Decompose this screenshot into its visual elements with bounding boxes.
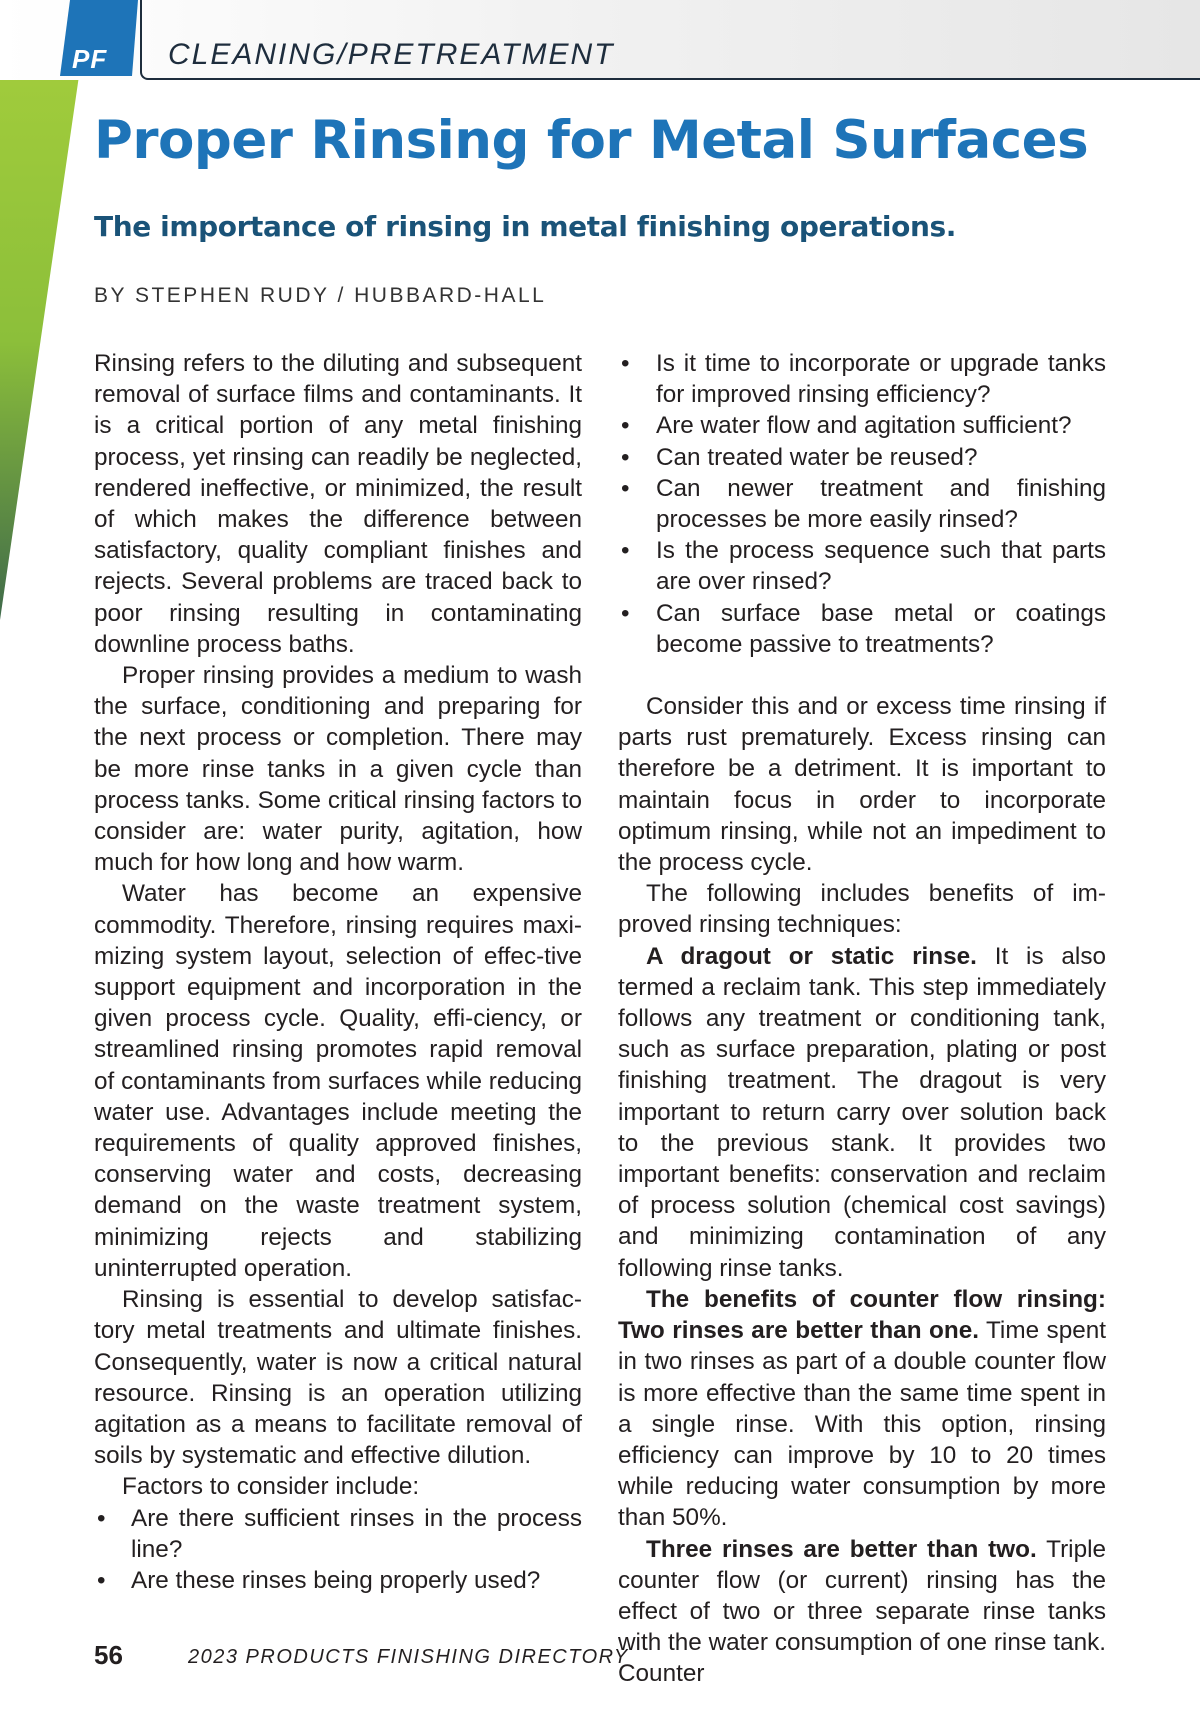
- bullet-icon: •: [97, 1566, 106, 1594]
- paragraph-text: Time spent in two rinses as part of a double counter flow is more effective than the same time spent in a single rinse. With this option, rinsing efficiency can improve by 10 to 20 times while reducing water consumption by more than 50%.: [618, 1317, 1106, 1532]
- page-number: 56: [94, 1640, 123, 1670]
- list-item-text: Can surface base metal or coatings become passive to treatments?: [656, 599, 1106, 658]
- bullet-icon: •: [621, 350, 630, 377]
- list-item-text: Is it time to incorporate or upgrade tanks for improved rinsing efficiency?: [656, 350, 1106, 409]
- list-item-text: Are these rinses being properly used?: [131, 1566, 541, 1594]
- list-item: [618, 473, 1106, 535]
- run-in-heading: The benefits of counter flow rinsing: Two rinses are better than one.: [618, 1285, 1106, 1345]
- side-accent-band: [0, 0, 90, 620]
- paragraph: Rinsing is essential to develop satisfac-tory metal treatments and ultimate finishes. Consequently, water is now a critical natural resource. Rinsing is an operation utilizing agitation as a means to facilitate removal of soils by systematic and effective dilution.: [94, 1286, 582, 1470]
- section-label: CLEANING/PRETREATMENT: [168, 38, 615, 71]
- run-in-heading: A dragout or static rinse.: [646, 942, 977, 970]
- list-item-text: Can treated water be reused?: [656, 443, 978, 471]
- paragraph: [618, 1534, 1106, 1690]
- paragraph-text: Triple counter flow (or current) rinsing has the effect of two or three separate rinse tanks with the water consumption of one rinse tank. Counter: [618, 1535, 1106, 1688]
- list-item-text: Are water flow and agitation sufficient?: [656, 412, 1072, 440]
- list-item: [94, 1565, 582, 1596]
- article-subtitle: The importance of rinsing in metal finishing operations.: [94, 210, 957, 243]
- list-item-text: Are there sufficient rinses in the process line?: [131, 1504, 582, 1563]
- paragraph: Proper rinsing provides a medium to wash the surface, conditioning and preparing for the next process or completion. There may be more rinse tanks in a given cycle than process tanks. Some critical rinsing factors to consider are: water purity, agitation, how much for how long and how warm.: [94, 662, 582, 877]
- run-in-heading: Three rinses are better than two.: [646, 1535, 1037, 1563]
- list-item-text: Is the process sequence such that parts are over rinsed?: [656, 537, 1106, 596]
- paragraph: [618, 941, 1106, 1284]
- right-column: [618, 348, 1106, 1690]
- bullet-list: [618, 348, 1106, 660]
- list-item: [94, 1503, 582, 1565]
- list-item-text: Can newer treatment and finishing processes be more easily rinsed?: [656, 474, 1106, 534]
- list-item: [618, 410, 1106, 441]
- bullet-icon: •: [621, 412, 630, 440]
- paragraph: The following includes benefits of im-proved rinsing techniques:: [618, 880, 1106, 939]
- paragraph-text: It is also termed a reclaim tank. This step immediately follows any treatment or conditioning tank, such as surface preparation, plating or post finishing treatment. The dragout is very important to return carry over solution back to the previous stank. It provides two important benefits: conservation and reclaim of process solution (chemical cost savings) and minimizing contamination of any following rinse tanks.: [618, 942, 1106, 1282]
- byline: BY STEPHEN RUDY / HUBBARD-HALL: [94, 284, 547, 307]
- paragraph: [618, 1284, 1106, 1534]
- list-item: [618, 535, 1106, 597]
- left-column: [94, 348, 582, 1596]
- publication-name: 2023 PRODUCTS FINISHING DIRECTORY: [188, 1646, 629, 1668]
- list-item: [618, 442, 1106, 473]
- bullet-icon: •: [621, 599, 630, 627]
- paragraph: Rinsing refers to the diluting and subsequent removal of surface films and contaminants. It is a critical portion of any metal finishing process, yet rinsing can readily be neglected, rendered ineffective, or minimized, the result of which makes the difference between satisfactory, quality compliant finishes and rejects. Several problems are traced back to poor rinsing resulting in contaminating downline process baths.: [94, 350, 582, 658]
- paragraph: Factors to consider include:: [122, 1473, 420, 1501]
- list-item: [618, 348, 1106, 410]
- paragraph: Consider this and or excess time rinsing if parts rust prematurely. Excess rinsing can therefore be a detriment. It is important to maintain focus in order to incorporate optimum rinsing, while not an impediment to the process cycle.: [618, 693, 1106, 877]
- bullet-icon: •: [97, 1504, 106, 1532]
- logo-text: PF: [72, 44, 108, 74]
- paragraph: Water has become an expensive commodity. Therefore, rinsing requires maxi-mizing system layout, selection of effec-tive support equipment and incorporation in the given process cycle. Quality, effi-ciency, or streamlined rinsing promotes rapid removal of contaminants from surfaces while reducing water use. Advantages include meeting the requirements of quality approved finishes, conserving water and costs, decreasing demand on the waste treatment system, minimizing rejects and stabilizing uninterrupted operation.: [94, 880, 582, 1282]
- bullet-icon: •: [621, 443, 630, 471]
- article-title: Proper Rinsing for Metal Surfaces: [94, 110, 1089, 171]
- bullet-icon: •: [621, 474, 630, 502]
- list-item: [618, 598, 1106, 660]
- bullet-icon: •: [621, 537, 630, 565]
- bullet-list: [94, 1503, 582, 1597]
